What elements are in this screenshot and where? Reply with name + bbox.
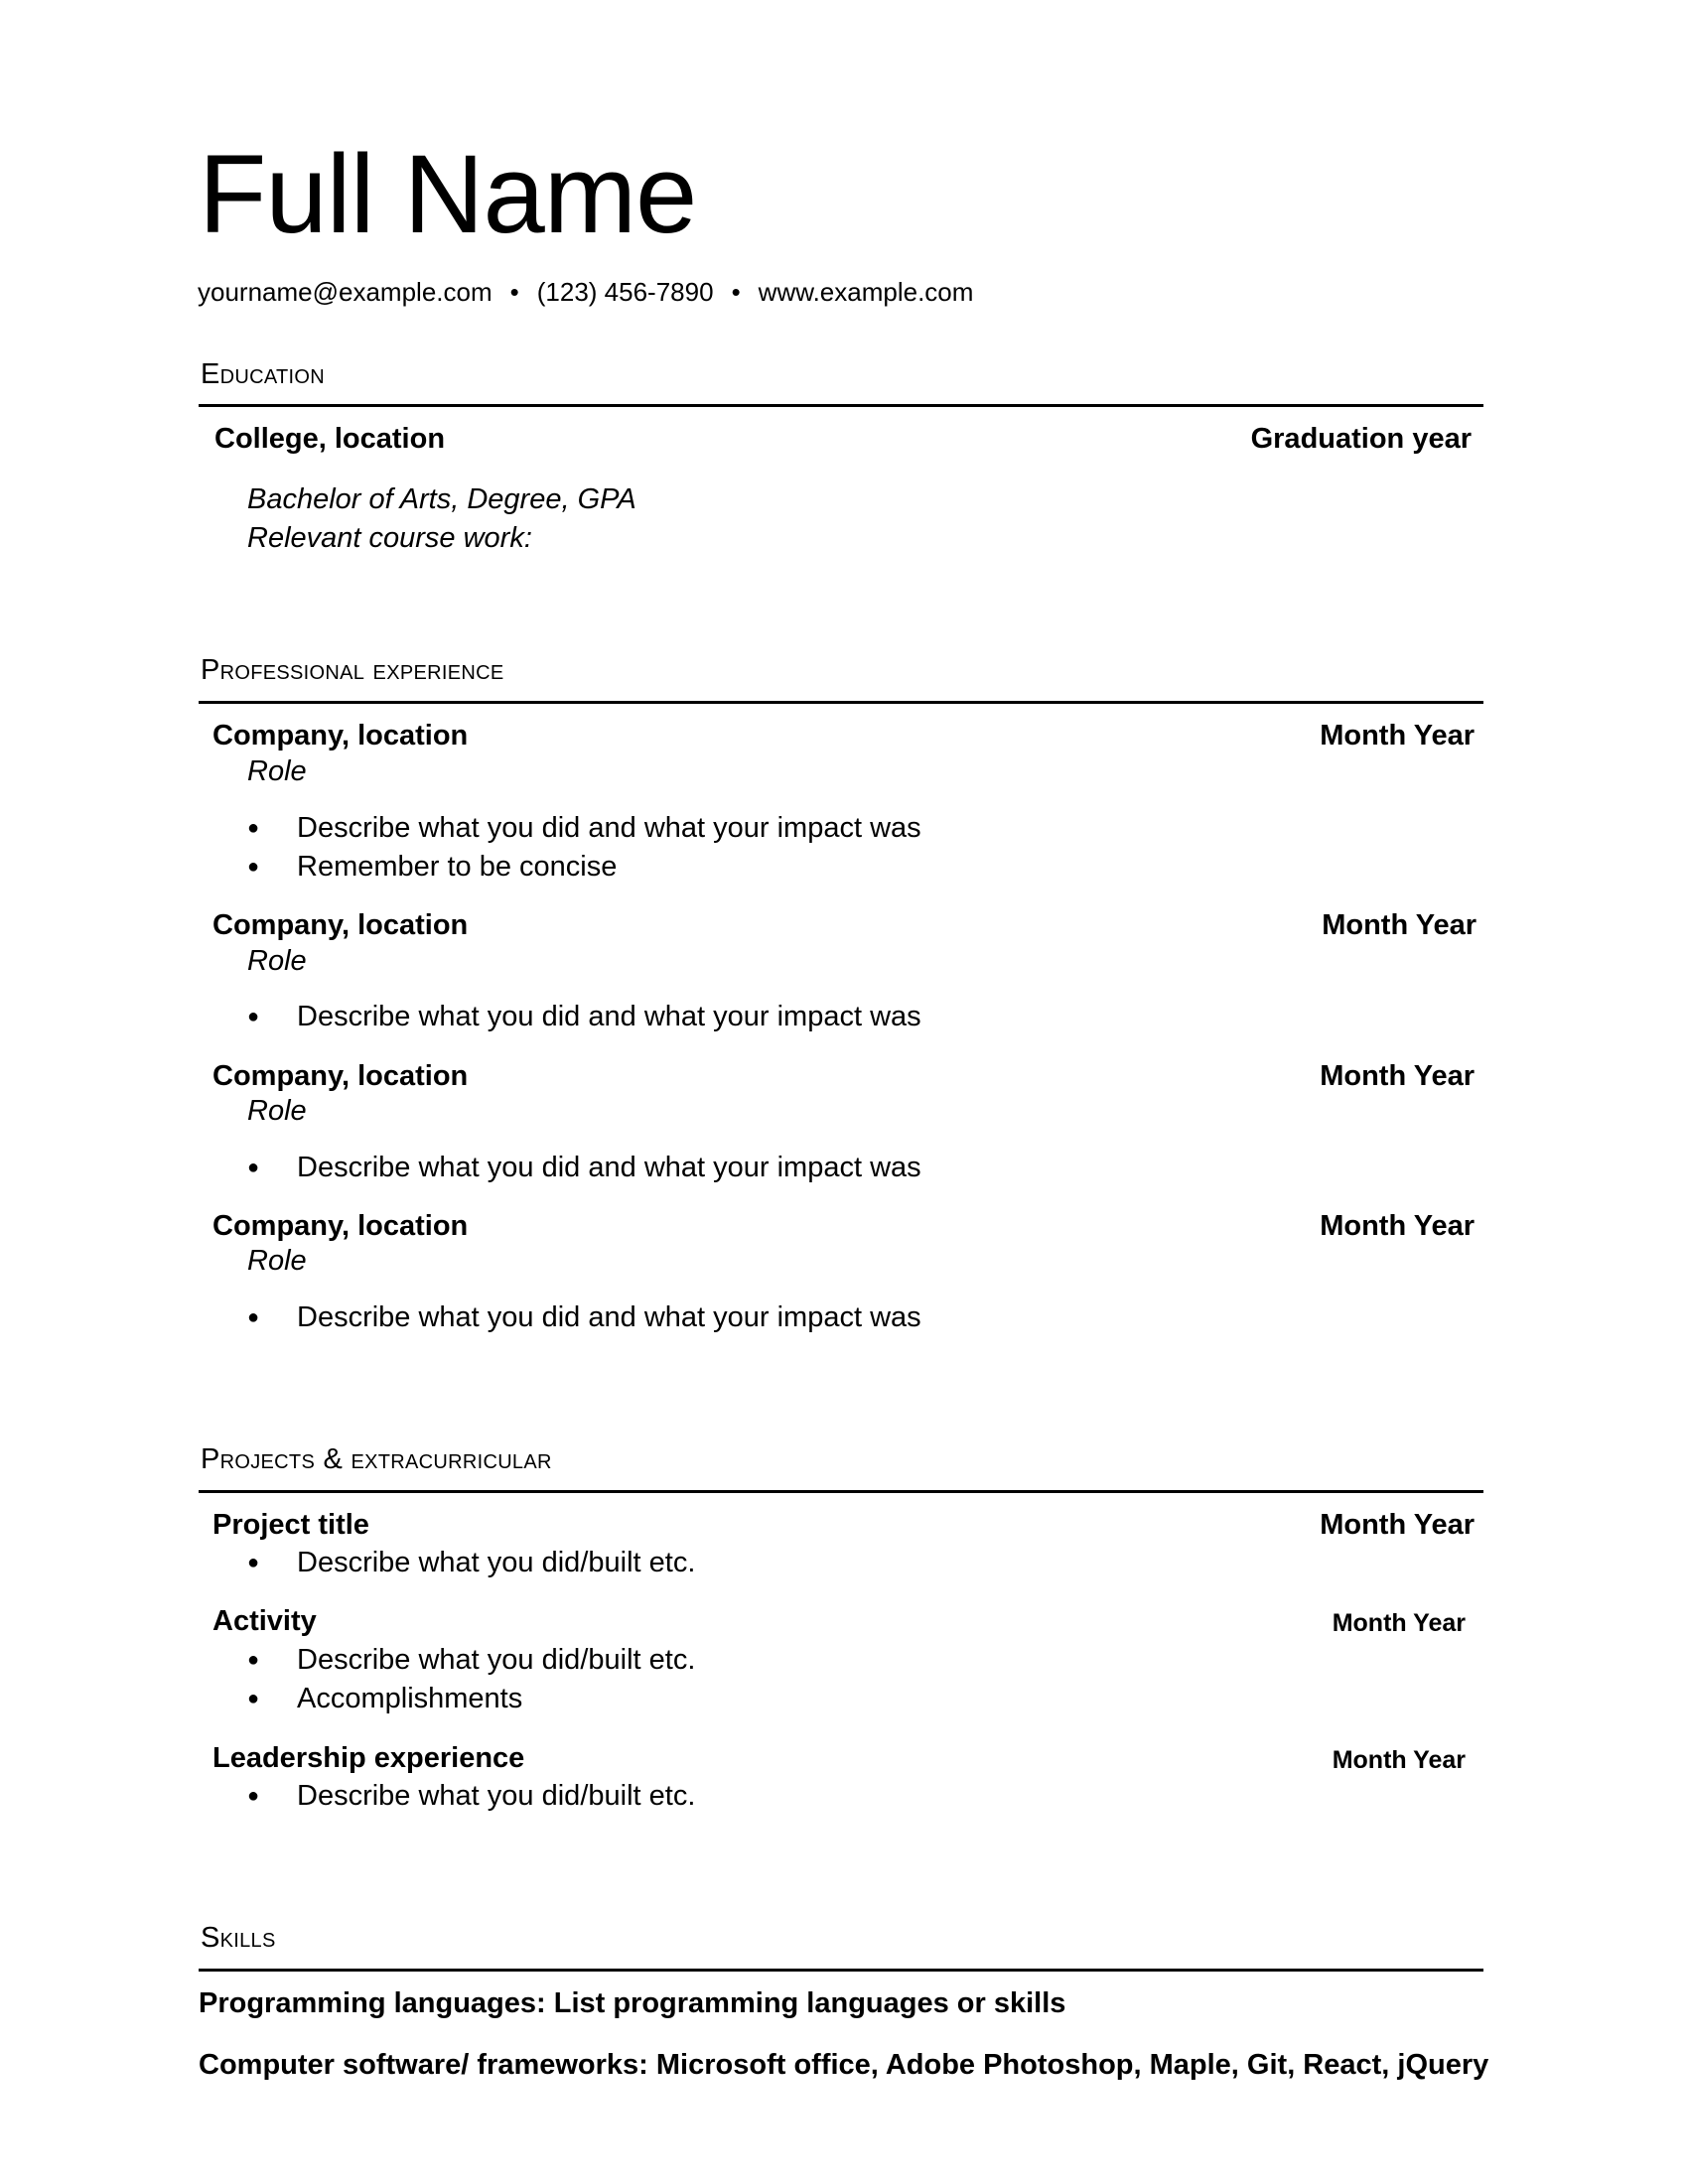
bullet-icon: ● [247,817,260,839]
bullet-icon: ● [247,1157,260,1178]
job-company: Company, location [212,1060,469,1092]
bullet-icon: ● [247,856,260,878]
section-rule [199,701,1483,704]
bullet-icon: ● [247,1785,260,1807]
section-rule [199,1490,1483,1493]
job-bullet: Remember to be concise [297,851,618,883]
email[interactable]: yourname@example.com [198,277,492,307]
job-date: Month Year [1320,1060,1475,1092]
project-bullet: Describe what you did/built etc. [297,1780,696,1812]
job-bullet: Describe what you did and what your impact was [297,1001,921,1032]
project-date: Month Year [1320,1509,1475,1541]
coursework: Relevant course work: [247,522,532,554]
bullet-icon: ● [247,1649,260,1671]
experience-heading: Professional experience [201,654,504,686]
project-date: Month Year [1332,1746,1466,1774]
project-title: Project title [212,1509,369,1541]
project-bullet: Describe what you did/built etc. [297,1547,696,1578]
job-bullet: Describe what you did and what your impact was [297,1152,921,1183]
job-role: Role [247,1095,307,1127]
job-company: Company, location [212,1210,469,1242]
degree: Bachelor of Arts, Degree, GPA [247,483,636,515]
website[interactable]: www.example.com [758,277,974,307]
job-bullet: Describe what you did and what your impact was [297,1301,921,1333]
bullet-icon: ● [247,1306,260,1328]
job-company: Company, location [212,720,469,751]
skills-programming: Programming languages: List programming languages or skills [199,1987,1066,2019]
bullet-icon: ● [247,1688,260,1709]
skills-software: Computer software/ frameworks: Microsoft office, Adobe Photoshop, Maple, Git, React, jQuery [199,2049,1489,2081]
section-rule [199,1969,1483,1972]
full-name: Full Name [199,132,697,256]
contact-line [198,276,973,308]
job-date: Month Year [1320,1210,1475,1242]
job-bullet: Describe what you did and what your impact was [297,812,921,844]
separator: • [509,277,519,307]
project-date: Month Year [1332,1609,1466,1637]
projects-heading: Projects & extracurricular [201,1443,552,1475]
section-rule [199,404,1483,407]
job-role: Role [247,1245,307,1277]
separator: • [731,277,741,307]
job-date: Month Year [1322,909,1477,941]
skills-heading: Skills [201,1922,276,1954]
bullet-icon: ● [247,1006,260,1027]
project-bullet: Accomplishments [297,1683,523,1714]
project-title: Leadership experience [212,1742,525,1774]
graduation-year: Graduation year [1250,423,1472,455]
project-bullet: Describe what you did/built etc. [297,1644,696,1676]
job-company: Company, location [212,909,469,941]
job-role: Role [247,755,307,787]
education-heading: Education [201,358,326,390]
bullet-icon: ● [247,1552,260,1573]
project-title: Activity [212,1605,317,1637]
job-date: Month Year [1320,720,1475,751]
college: College, location [214,423,446,455]
job-role: Role [247,945,307,977]
phone: (123) 456-7890 [536,277,714,307]
